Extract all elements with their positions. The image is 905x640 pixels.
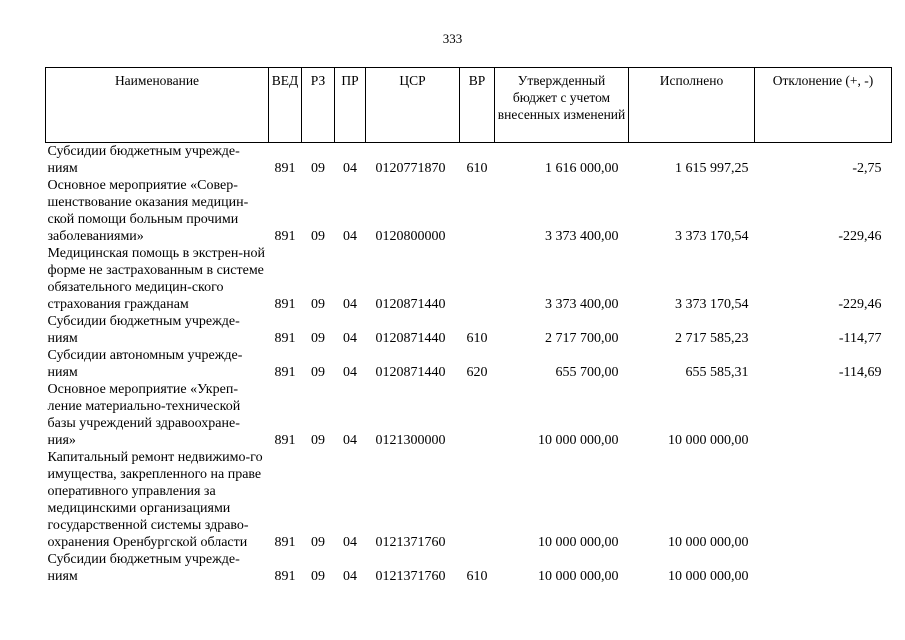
row-rz: 09: [311, 569, 325, 584]
row-approved: 3 373 400,00: [545, 229, 619, 244]
row-pr: 04: [343, 161, 357, 176]
row-executed: 10 000 000,00: [668, 535, 749, 550]
row-ved: 891: [274, 569, 296, 584]
row-name: Субсидии бюджетным учрежде-ниям: [47, 314, 240, 346]
page-number: 333: [442, 31, 463, 46]
row-rz: 09: [311, 331, 325, 346]
row-ved: 891: [274, 229, 296, 244]
row-vr: 610: [466, 331, 488, 346]
row-executed: 10 000 000,00: [668, 433, 749, 448]
row-approved: 10 000 000,00: [538, 535, 619, 550]
row-name: Основное мероприятие «Совер-шенствование оказания медицин-ской помощи больным прочими заболеваниями»: [47, 178, 249, 244]
header-csr: ЦСР: [366, 68, 460, 143]
row-pr: 04: [343, 433, 357, 448]
table-row: [46, 143, 892, 178]
row-deviation: -2,75: [852, 161, 882, 176]
row-ved: 891: [274, 297, 296, 312]
row-approved: 10 000 000,00: [538, 433, 619, 448]
row-name: Субсидии бюджетным учрежде-ниям: [47, 144, 240, 176]
row-csr: 0120871440: [375, 331, 446, 346]
row-approved: 2 717 700,00: [545, 331, 619, 346]
row-executed: 10 000 000,00: [668, 569, 749, 584]
row-name: Основное мероприятие «Укреп-ление материально-технической базы учреждений здравоохране-ния»: [47, 382, 241, 448]
row-executed: 1 615 997,25: [675, 161, 749, 176]
row-approved: 655 700,00: [555, 365, 619, 380]
row-name: Капитальный ремонт недвижимо-го имущества, закрепленного на праве оперативного управления за медицинскими организациями государственной системы здраво-охранения Оренбургской области: [47, 450, 263, 550]
row-pr: 04: [343, 331, 357, 346]
row-csr: 0120871440: [375, 297, 446, 312]
row-vr: 610: [466, 161, 488, 176]
row-csr: 0120800000: [375, 229, 446, 244]
row-ved: 891: [274, 331, 296, 346]
table-row: [46, 381, 892, 449]
row-vr: [460, 449, 495, 551]
row-vr: [460, 177, 495, 245]
header-vr: ВР: [460, 68, 495, 143]
row-ved: 891: [274, 365, 296, 380]
row-csr: 0120771870: [375, 161, 446, 176]
row-deviation: -229,46: [838, 229, 882, 244]
row-pr: 04: [343, 569, 357, 584]
header-name: Наименование: [46, 68, 269, 143]
budget-table: [45, 67, 892, 585]
row-csr: 0120871440: [375, 365, 446, 380]
table-row: [46, 245, 892, 313]
row-executed: 655 585,31: [685, 365, 749, 380]
row-ved: 891: [274, 535, 296, 550]
row-rz: 09: [311, 297, 325, 312]
row-vr: 610: [466, 569, 488, 584]
row-name: Субсидии бюджетным учрежде-ниям: [47, 552, 240, 584]
row-rz: 09: [311, 433, 325, 448]
header-pr: ПР: [335, 68, 366, 143]
row-rz: 09: [311, 229, 325, 244]
header-approved: Утвержденный бюджет с учетом внесенных изменений: [495, 68, 629, 143]
table-row: [46, 551, 892, 585]
row-executed: 3 373 170,54: [675, 297, 749, 312]
row-deviation: [755, 449, 892, 551]
row-pr: 04: [343, 229, 357, 244]
row-ved: 891: [274, 161, 296, 176]
row-deviation: -114,77: [838, 331, 882, 346]
row-deviation: -114,69: [838, 365, 882, 380]
table-row: [46, 177, 892, 245]
row-deviation: [755, 381, 892, 449]
row-rz: 09: [311, 535, 325, 550]
row-approved: 10 000 000,00: [538, 569, 619, 584]
row-csr: 0121371760: [375, 535, 446, 550]
table-row: [46, 313, 892, 347]
row-pr: 04: [343, 365, 357, 380]
row-deviation: -229,46: [838, 297, 882, 312]
row-rz: 09: [311, 365, 325, 380]
header-rz: РЗ: [302, 68, 335, 143]
row-name: Медицинская помощь в экстрен-ной форме не застрахованным в системе обязательного медицин-ского страхования гражданам: [47, 246, 266, 312]
row-ved: 891: [274, 433, 296, 448]
row-csr: 0121371760: [375, 569, 446, 584]
row-approved: 1 616 000,00: [545, 161, 619, 176]
row-executed: 3 373 170,54: [675, 229, 749, 244]
row-vr: [460, 381, 495, 449]
header-ved: ВЕД: [269, 68, 302, 143]
row-rz: 09: [311, 161, 325, 176]
table-header-row: [46, 68, 892, 143]
row-deviation: [755, 551, 892, 585]
row-csr: 0121300000: [375, 433, 446, 448]
table-row: [46, 347, 892, 381]
header-deviation: Отклонение (+, -): [755, 68, 892, 143]
table-row: [46, 449, 892, 551]
row-pr: 04: [343, 297, 357, 312]
row-name: Субсидии автономным учрежде-ниям: [47, 348, 243, 380]
row-pr: 04: [343, 535, 357, 550]
row-executed: 2 717 585,23: [675, 331, 749, 346]
row-vr: [460, 245, 495, 313]
row-approved: 3 373 400,00: [545, 297, 619, 312]
header-executed: Исполнено: [629, 68, 755, 143]
row-vr: 620: [466, 365, 488, 380]
